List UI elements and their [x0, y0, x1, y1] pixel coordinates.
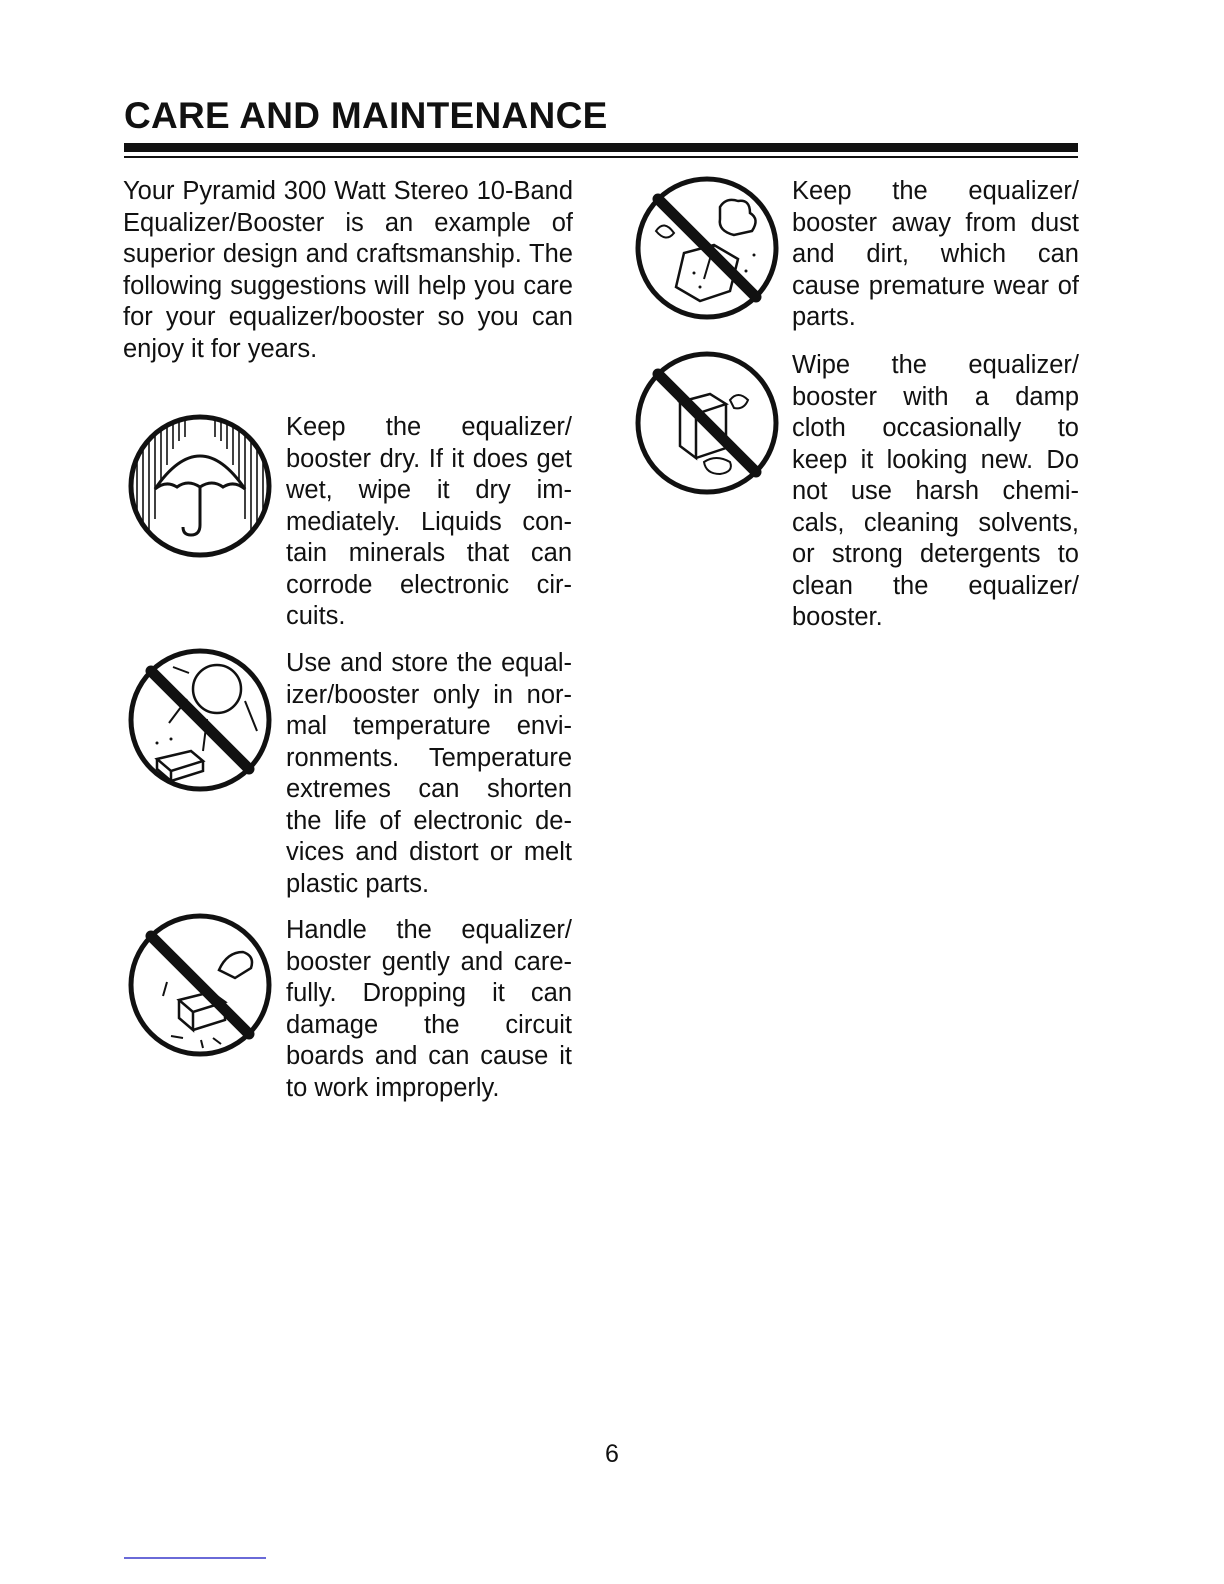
- tip-temperature: Use and store the equal-izer/booster only in nor-mal temperature envi-ronments. Temperature extremes can shorten the life of electronic de-vices and distort or melt plastic parts.: [286, 649, 572, 898]
- intro-paragraph: Your Pyramid 300 Watt Stereo 10-Band Equalizer/Booster is an example of superior design and craftsmanship. The following suggestions will help you care for your equalizer/booster so you can enjoy it for years.: [123, 177, 573, 363]
- no-sun-ice-icon: [127, 647, 273, 798]
- no-dropping-icon: [127, 912, 273, 1063]
- tip-dust: Keep the equalizer/ booster away from dust and dirt, which can cause premature wear of parts.: [792, 177, 1079, 331]
- title-rule-thick: [124, 143, 1078, 152]
- no-chemicals-icon: [634, 350, 780, 501]
- tip-handle-gently: Handle the equalizer/ booster gently and care-fully. Dropping it can damage the circuit boards and can cause it to work improperly.: [286, 916, 572, 1102]
- no-dust-icon: [634, 175, 780, 326]
- page-number: 6: [605, 1440, 619, 1468]
- footer-rule: [124, 1557, 266, 1559]
- title-rule-thin: [124, 156, 1078, 158]
- tip-cleaning: Wipe the equalizer/ booster with a damp cloth occasionally to keep it looking new. Do not use harsh chemi-cals, cleaning solvents, or strong detergents to clean the equalizer/ booster.: [792, 351, 1079, 631]
- tip-keep-dry: Keep the equalizer/ booster dry. If it does get wet, wipe it dry im-mediately. Liquids con-tain minerals that can corrode electronic cir-cuits.: [286, 413, 572, 630]
- page-title: CARE AND MAINTENANCE: [124, 95, 608, 136]
- umbrella-icon: [127, 413, 273, 564]
